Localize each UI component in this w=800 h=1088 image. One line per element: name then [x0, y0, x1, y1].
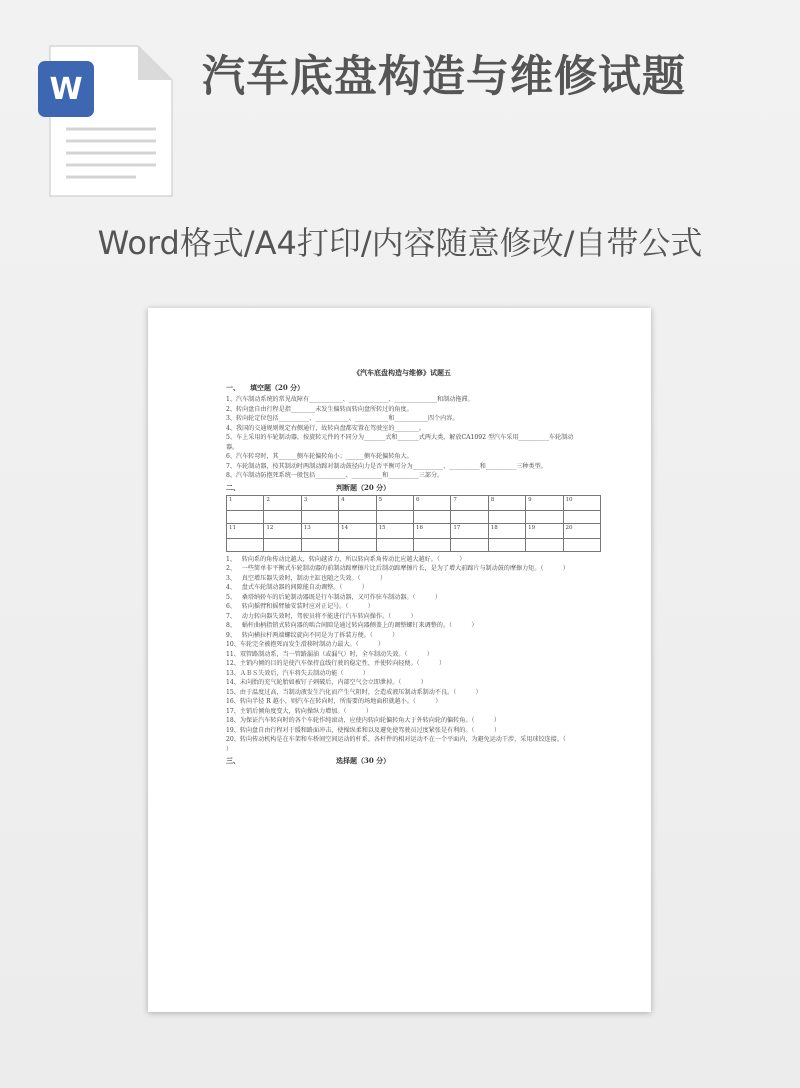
question-line: 5、 桑塔纳轿车的后轮制动器既是行车制动器，又可作驻车制动器。（ ） — [226, 593, 441, 601]
table-cell: 7 — [451, 495, 488, 510]
table-cell: 16 — [413, 523, 450, 538]
question-line: 8、 蜗杆曲柄指销式转向器的啮合间隙是通过转向器侧盖上的调整螺钉来调整的。（ ） — [226, 622, 478, 629]
table-cell: 19 — [526, 523, 563, 538]
question-line: 6、汽车转弯时，其______侧车轮偏转角小；______侧车轮偏转角大。 — [226, 453, 413, 460]
question-line: 17、主销后倾角度变大，转向操纵力增加。（ ） — [226, 707, 372, 715]
question-line: 2、转向盘自由行程是指________未发生偏转而转向盘所转过的角度。 — [226, 405, 413, 413]
question-line: 4、 盘式车轮制动器的间隙能自动调整。（ ） — [226, 584, 368, 591]
fill-questions — [226, 395, 578, 481]
question-line: 13、ＡＢＳ失效后，汽车将失去制动功能（ ） — [226, 669, 369, 677]
table-cell: 18 — [488, 523, 525, 538]
question-line: 6、 转向摇臂和摇臂轴安装时应对正记号。（ ） — [226, 603, 374, 610]
table-cell: 6 — [413, 495, 450, 510]
question-line: 16、转向半径 R 越小，则汽车在转向时，所需要的场地面积就越小。（ ） — [226, 698, 442, 705]
question-line: 3、 真空增压器失效时，制动主缸也随之失效。（ ） — [226, 574, 387, 582]
table-cell: 17 — [451, 523, 488, 538]
question-line: 7、 动力转向器失效时，驾驶员将不能进行汽车转向操作。（ ） — [226, 612, 417, 620]
question-line: 9、 转向横拉杆两端螺纹旋向不同是为了拆装方便。（ ） — [226, 631, 399, 639]
question-line: 2、 一些简单非平衡式车轮制动器的前制动蹄摩擦片比后制动蹄摩擦片长，是为了增大前蹄片与制动鼓的摩擦力矩。（ ） — [226, 565, 569, 572]
section-heading-choice: 三、 选择题（30 分） — [226, 756, 391, 765]
section-heading-judge: 二、 判断题（20 分） — [226, 482, 391, 492]
document-preview-page — [148, 308, 651, 1012]
word-file-icon — [38, 43, 174, 199]
table-cell: 8 — [488, 495, 525, 510]
question-line: 3、转向轮定位包括__________、___________、___________和___________四个内容。 — [226, 415, 459, 422]
section-heading-fill: 一、 填空题（20 分） — [226, 383, 305, 392]
page-content — [226, 368, 586, 768]
table-cell: 13 — [301, 523, 338, 538]
question-line: 12、主销内倾的目的是使汽车保持直线行驶的稳定性，并使转向轻便。（ ） — [226, 660, 446, 667]
table-cell: 10 — [563, 495, 600, 510]
question-line: 1、 转向系的角传动比越大，转向越省力，所以转向系角传动比应越大越好。（ ） — [226, 555, 466, 563]
format-subtitle: Word格式/A4打印/内容随意修改/自带公式 — [97, 224, 703, 262]
table-cell: 12 — [264, 523, 301, 538]
question-line: 15、由于温度过高，当制动液发生汽化而产生气阻时，会造成液压制动系制动不良。（ ） — [226, 688, 482, 696]
table-cell: 1 — [227, 495, 264, 510]
exam-title: 《汽车底盘构造与维修》试题五 — [353, 368, 451, 377]
question-line: 19、转向盘自由行程对于缓和路面冲击，使操纵柔和以及避免使驾驶员过度紧张是有利的。（ ） — [226, 726, 500, 734]
document-title: 汽车底盘构造与维修试题 — [202, 52, 686, 102]
table-cell: 3 — [301, 495, 338, 510]
question-line: 10、车轮完全被抱死而发生滑移时制动力最大。（ ） — [226, 641, 385, 648]
question-line: 8、汽车制动防抱死系统一般包括__________、__________和__________三部分。 — [226, 472, 444, 479]
answer-table — [226, 495, 601, 552]
question-line: 18、为保证汽车转向时的各个车轮作纯滚动，应使内转向轮偏转角大于外转向轮的偏转角。（ ） — [226, 717, 500, 724]
question-line: 20、转向传动机构是在车架和车桥间空间运动的杆系，各杆件的相对运动不在一个平面内，为避免运动干涉，采用球铰连接。（ ） — [226, 736, 586, 753]
table-cell: 5 — [376, 495, 413, 510]
svg-text:W: W — [49, 72, 83, 107]
question-line: 14、未向胎的充气轮胎如被钉子刺破后，内部空气会立即泄掉。（ ） — [226, 679, 427, 686]
judge-questions — [226, 555, 586, 755]
table-cell: 11 — [227, 523, 264, 538]
question-line: 4、我国的交通规则规定右侧通行，故转向盘都安置在驾驶室的________。 — [226, 424, 425, 432]
table-cell: 15 — [376, 523, 413, 538]
question-line: 5、车上采用的车轮制动器，按旋转元件的不同分为_______式和_______式两大类，解放CA1092 型汽车采用__________车轮制动器。 — [226, 434, 574, 451]
question-line: 1、汽车制动系统的常见故障有___________、_____________、______________和制动拖滞。 — [226, 396, 474, 403]
table-cell: 4 — [339, 495, 376, 510]
table-cell: 14 — [339, 523, 376, 538]
table-cell: 9 — [526, 495, 563, 510]
question-line: 11、双管路制动系，当一管路漏油（或漏气）时，全车制动失效。（ ） — [226, 650, 433, 658]
table-cell: 2 — [264, 495, 301, 510]
table-cell: 20 — [563, 523, 600, 538]
question-line: 7、车轮制动器，按其制动时两制动蹄对制动鼓径向力是否平衡可分为__________、__________和__________三种类型。 — [226, 462, 547, 470]
